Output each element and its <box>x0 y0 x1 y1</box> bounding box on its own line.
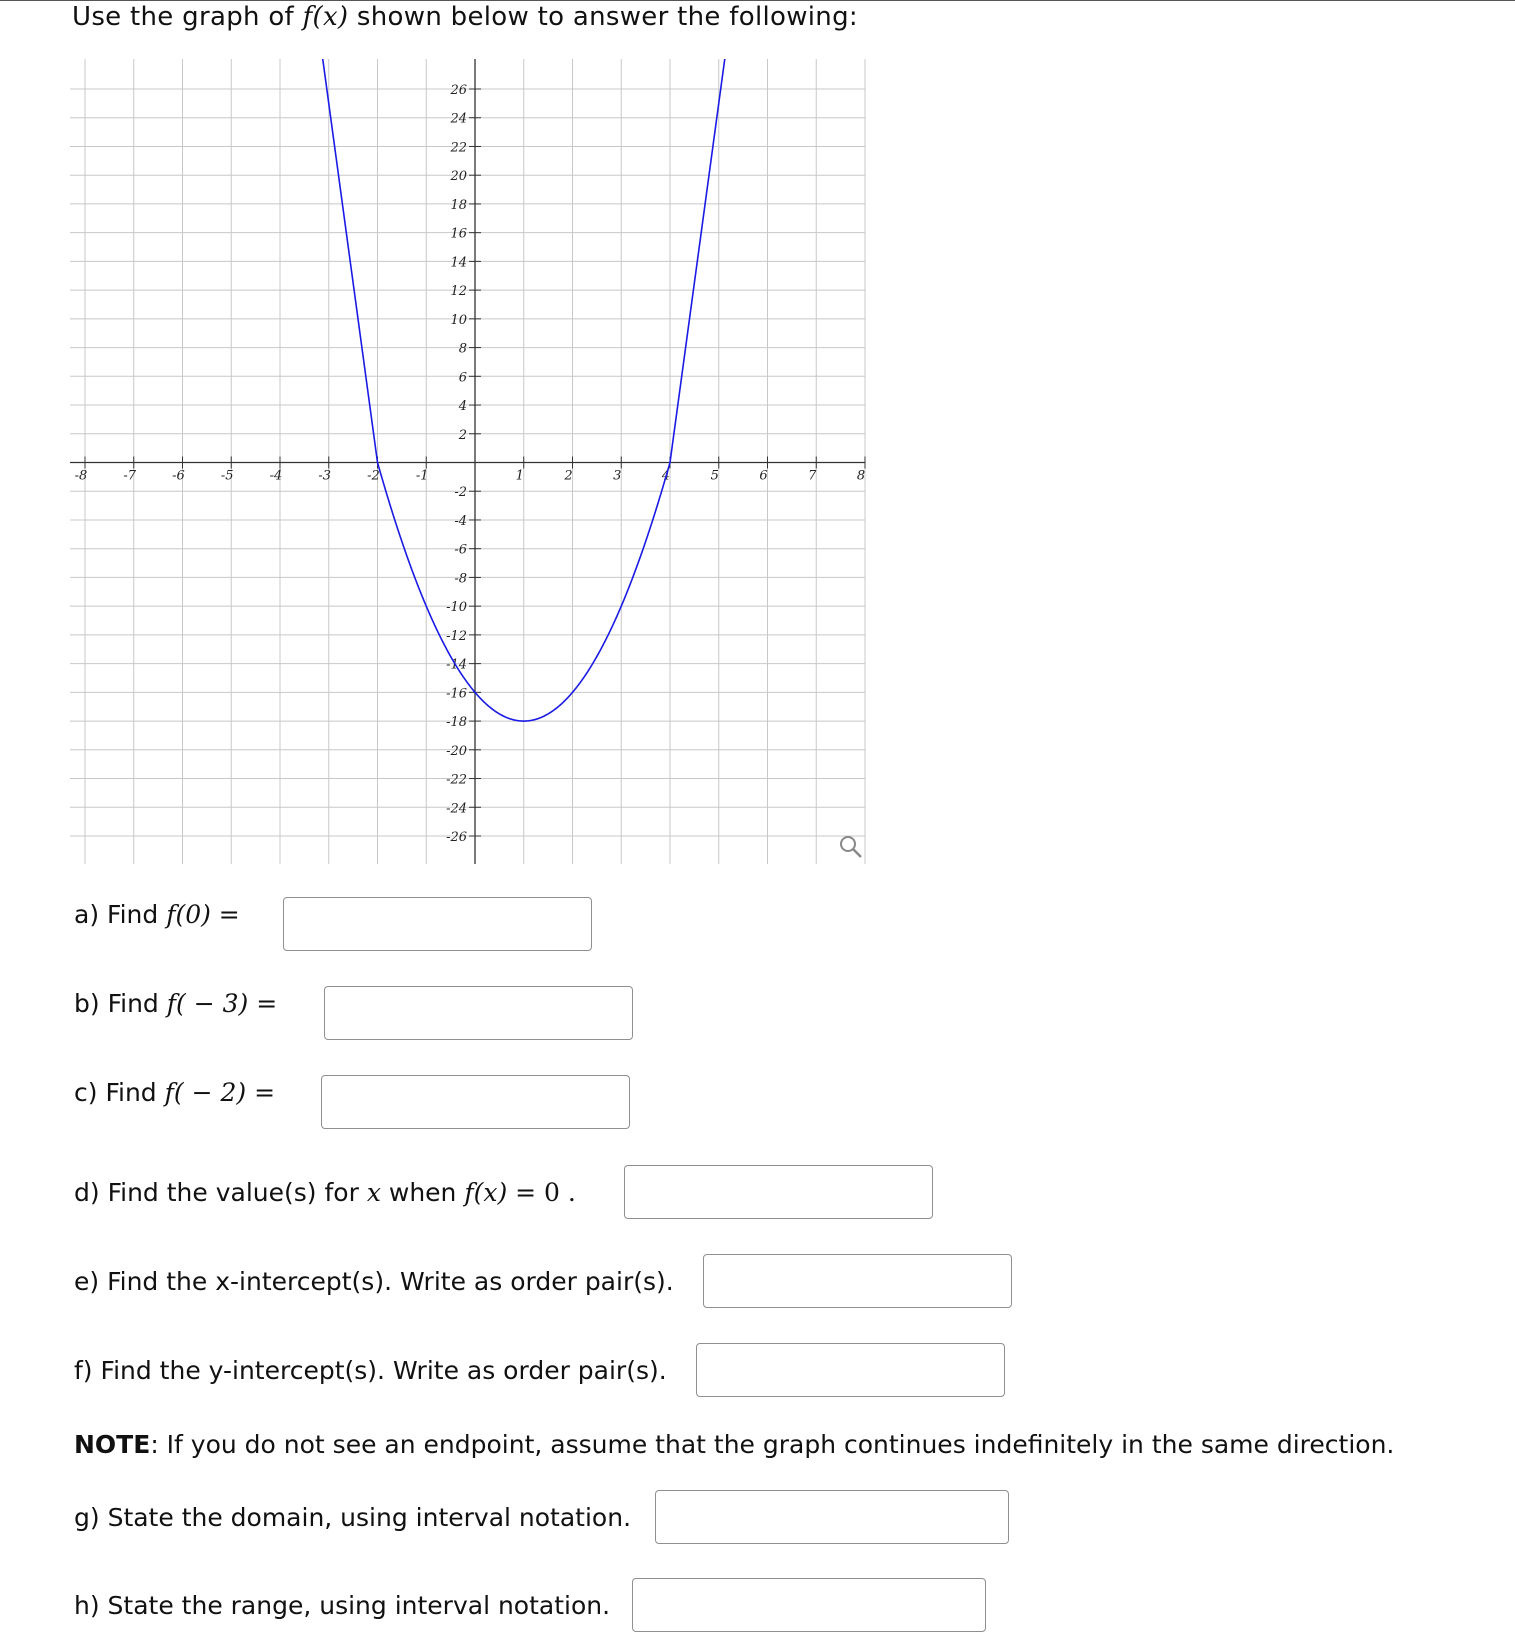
x-tick-label: -4 <box>269 468 283 484</box>
note-body: : If you do not see an endpoint, assume that the graph continues indefinitely in the same direction. <box>150 1430 1395 1459</box>
question-c-math: f( − 2) <box>164 1078 247 1107</box>
answer-g-input[interactable] <box>655 1490 1009 1544</box>
question-a-eq: = <box>210 900 240 929</box>
answer-a-input[interactable] <box>283 897 592 951</box>
title-suffix: shown below to answer the following: <box>348 2 858 32</box>
question-d <box>74 1178 576 1208</box>
question-c-eq: = <box>246 1078 276 1107</box>
magnifier-icon[interactable] <box>841 837 861 857</box>
y-tick-label: -4 <box>454 513 467 529</box>
y-tick-label: -24 <box>446 801 467 817</box>
answer-d-input[interactable] <box>624 1165 933 1219</box>
question-b-eq: = <box>248 989 278 1018</box>
question-b <box>74 989 277 1019</box>
question-e-label: e) Find the x-intercept(s). Write as order pair(s). <box>74 1267 674 1296</box>
y-tick-label: 12 <box>450 284 467 300</box>
x-tick-label: 6 <box>759 468 768 484</box>
title-func: f(x) <box>302 2 349 32</box>
note-bold: NOTE <box>74 1430 151 1459</box>
y-tick-label: 14 <box>450 255 467 271</box>
y-tick-label: 6 <box>458 370 467 386</box>
note-text <box>74 1430 1394 1459</box>
y-tick-label: 20 <box>450 169 467 185</box>
x-tick-label: -6 <box>172 468 185 484</box>
x-tick-label: -5 <box>220 468 234 484</box>
question-e <box>74 1267 674 1297</box>
grid <box>70 59 865 864</box>
question-a <box>74 900 240 930</box>
x-tick-label: 3 <box>613 468 622 484</box>
x-tick-label: -1 <box>415 468 429 484</box>
y-tick-label: 10 <box>450 312 467 328</box>
x-tick-label: -8 <box>74 468 88 484</box>
title-prefix: Use the graph of <box>72 2 303 32</box>
question-b-prefix: b) Find <box>74 989 167 1018</box>
axes <box>70 59 865 864</box>
question-h <box>74 1591 610 1621</box>
answer-c-input[interactable] <box>321 1075 630 1129</box>
answer-b-input[interactable] <box>324 986 633 1040</box>
x-tick-label: 4 <box>661 468 671 484</box>
series-f-line <box>304 56 796 721</box>
x-tick-label: 2 <box>564 468 573 484</box>
y-tick-label: 22 <box>450 140 467 156</box>
question-a-prefix: a) Find <box>74 900 167 929</box>
function-graph <box>70 56 870 866</box>
y-tick-label: -8 <box>454 571 467 587</box>
question-g-label: g) State the domain, using interval notation. <box>74 1503 632 1532</box>
x-tick-label: 8 <box>856 468 866 484</box>
y-tick-label: -16 <box>446 686 467 702</box>
y-tick-label: -12 <box>446 628 467 644</box>
y-tick-label: 24 <box>450 111 467 127</box>
answer-h-input[interactable] <box>632 1578 986 1632</box>
question-f <box>74 1356 667 1386</box>
question-d-math: f(x) <box>464 1178 508 1207</box>
y-tick-label: 4 <box>458 399 467 415</box>
top-divider <box>0 0 1515 1</box>
question-c-prefix: c) Find <box>74 1078 165 1107</box>
question-d-eq: = 0 . <box>507 1178 576 1207</box>
curve-layer <box>304 56 796 721</box>
answer-e-input[interactable] <box>703 1254 1012 1308</box>
y-tick-label: -10 <box>446 600 467 616</box>
y-tick-label: -6 <box>454 542 467 558</box>
x-tick-label: -3 <box>318 468 332 484</box>
y-tick-label: 16 <box>450 226 467 242</box>
y-tick-label: -20 <box>446 743 467 759</box>
x-tick-label: -7 <box>123 468 137 484</box>
y-tick-label: 18 <box>450 197 467 213</box>
question-d-mid: when <box>380 1178 465 1207</box>
question-h-label: h) State the range, using interval notation. <box>74 1591 611 1620</box>
question-a-math: f(0) <box>166 900 211 929</box>
x-tick-label: 1 <box>515 468 524 484</box>
x-tick-label: -2 <box>367 468 380 484</box>
x-tick-label: 5 <box>710 468 719 484</box>
question-f-label: f) Find the y-intercept(s). Write as order pair(s). <box>74 1356 667 1385</box>
y-tick-label: -18 <box>446 715 467 731</box>
question-d-var: x <box>366 1178 381 1207</box>
y-tick-label: 8 <box>458 341 467 357</box>
y-tick-label: 26 <box>450 83 467 98</box>
question-c <box>74 1078 275 1108</box>
question-b-math: f( − 3) <box>166 989 249 1018</box>
question-d-prefix: d) Find the value(s) for <box>74 1178 367 1207</box>
page-title <box>72 2 858 32</box>
x-tick-label: 7 <box>808 468 817 484</box>
y-tick-label: -22 <box>446 772 467 788</box>
answer-f-input[interactable] <box>696 1343 1005 1397</box>
y-tick-label: -14 <box>446 657 467 673</box>
y-tick-label: -2 <box>454 485 467 501</box>
tick-labels <box>75 83 865 845</box>
y-tick-label: -26 <box>446 830 467 845</box>
y-tick-label: 2 <box>458 427 467 443</box>
question-g <box>74 1503 631 1533</box>
